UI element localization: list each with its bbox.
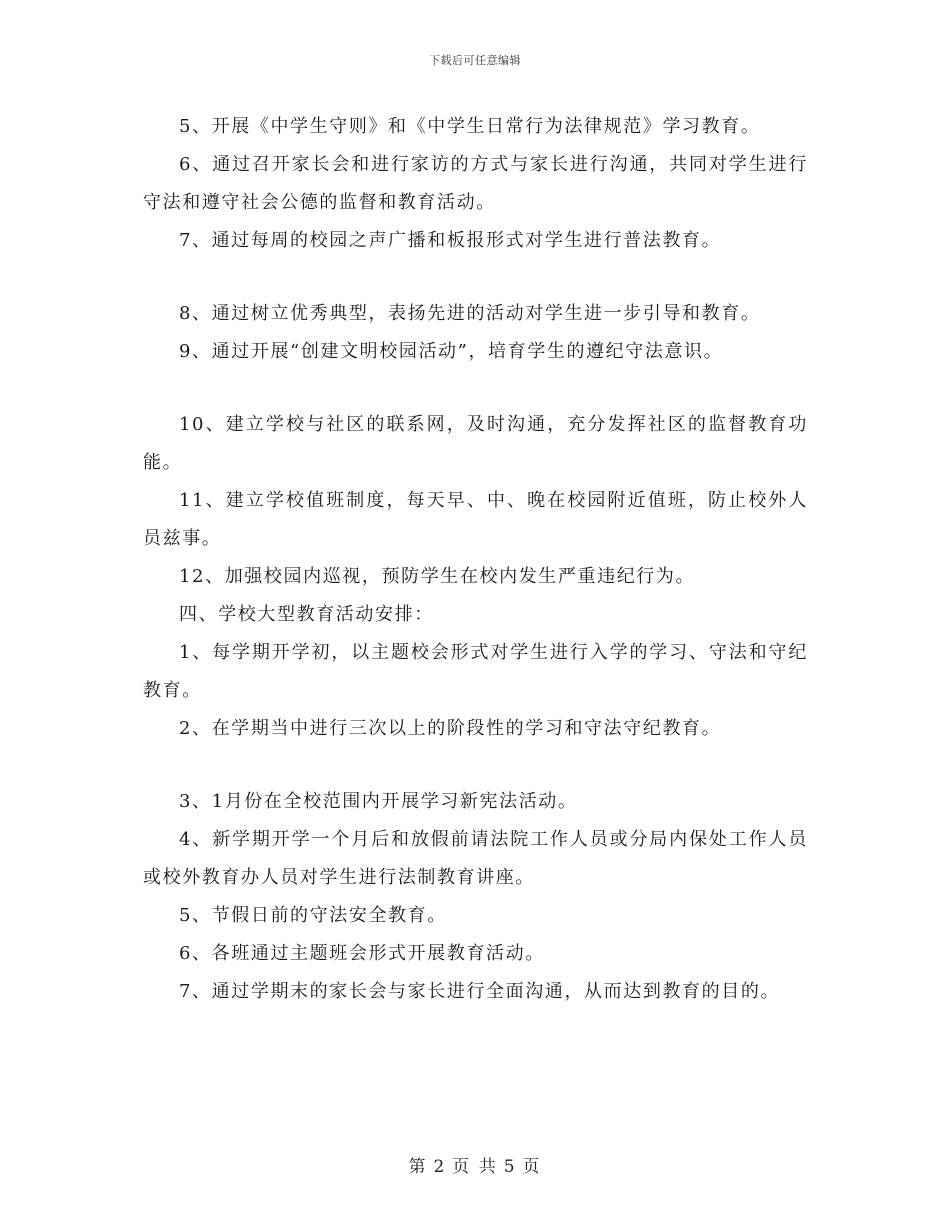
footer-prefix: 第 xyxy=(408,1157,428,1177)
paragraph-item-12: 12、加强校园内巡视，预防学生在校内发生严重违纪行为。 xyxy=(179,566,696,587)
paragraph-item-7: 7、通过每周的校园之声广播和板报形式对学生进行普法教育。 xyxy=(179,230,722,251)
page-number-footer xyxy=(0,1152,950,1177)
activity-item-2: 2、在学期当中进行三次以上的阶段性的学习和守法守纪教育。 xyxy=(179,718,722,739)
page-header: 下载后可任意编辑 xyxy=(429,54,521,67)
activity-item-5: 5、节假日前的守法安全教育。 xyxy=(179,905,447,926)
activity-item-6: 6、各班通过主题班会形式开展教育活动。 xyxy=(179,943,545,964)
activity-item-4: 4、新学期开学一个月后和放假前请法院工作人员或分局内保处工作人员或校外教育办人员对学生进行法制教育讲座。 xyxy=(143,829,808,888)
paragraph-item-10: 10、建立学校与社区的联系网，及时沟通，充分发挥社区的监督教育功能。 xyxy=(143,414,808,473)
paragraph-item-8: 8、通过树立优秀典型，表扬先进的活动对学生进一步引导和教育。 xyxy=(179,303,761,324)
section-heading-4: 四、学校大型教育活动安排： xyxy=(179,604,434,625)
activity-item-1: 1、每学期开学初，以主题校会形式对学生进行入学的学习、守法和守纪教育。 xyxy=(143,642,808,701)
paragraph-item-5: 5、开展《中学生守则》和《中学生日常行为法律规范》学习教育。 xyxy=(179,116,761,137)
activity-item-3: 3、1月份在全校范围内开展学习新宪法活动。 xyxy=(179,791,578,812)
document-body xyxy=(143,108,808,1011)
paragraph-item-6: 6、通过召开家长会和进行家访的方式与家长进行沟通，共同对学生进行守法和遵守社会公德的监督和教育活动。 xyxy=(143,154,808,213)
activity-item-7: 7、通过学期末的家长会与家长进行全面沟通，从而达到教育的目的。 xyxy=(179,981,781,1002)
footer-middle: 页 共 xyxy=(452,1157,498,1177)
paragraph-item-11: 11、建立学校值班制度，每天早、中、晚在校园附近值班，防止校外人员兹事。 xyxy=(143,490,808,549)
paragraph-item-9: 9、通过开展“创建文明校园活动”，培育学生的遵纪守法意识。 xyxy=(179,341,724,362)
current-page-number: 2 xyxy=(433,1157,447,1177)
footer-suffix: 页 xyxy=(522,1157,542,1177)
total-page-count: 5 xyxy=(503,1157,517,1177)
